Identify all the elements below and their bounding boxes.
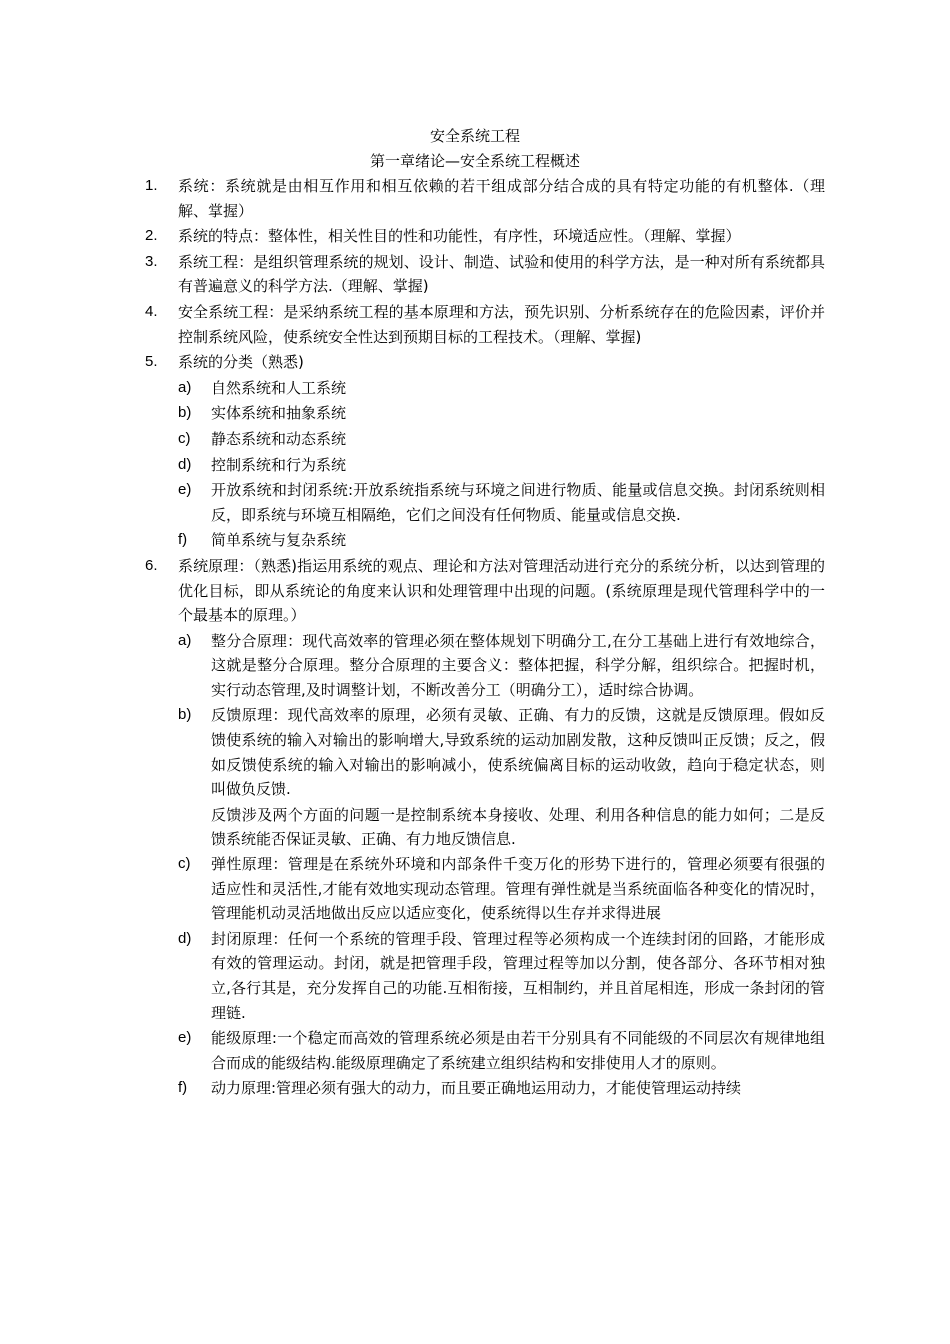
sub-item-text: 封闭原理：任何一个系统的管理手段、管理过程等必须构成一个连续封闭的回路，才能形成有效的管理运动。封闭，就是把管理手段，管理过程等加以分割，使各部分、各环节相对独立,各行其是，充分发挥自己的功能.互相衔接，互相制约，并且首尾相连，形成一条封闭的管理链. [211,929,825,1022]
sub-item-text: 自然系统和人工系统 [211,378,347,397]
chapter-title: 第一章绪论—安全系统工程概述 [369,152,580,170]
principle-item [145,1076,825,1101]
principle-item [145,927,825,1025]
sub-item-text: 弹性原理：管理是在系统外环境和内部条件千变万化的形势下进行的，管理必须要有很强的适应性和灵活性,才能有效地实现动态管理。管理有弹性就是当系统面临各种变化的情况时，管理能机动灵活地做出反应以适应变化，使系统得以生存并求得进展 [211,855,825,923]
list-item [145,554,825,628]
item-text: 系统的分类（熟悉) [178,353,304,372]
item-number: 6. [145,556,158,574]
sub-item-text: 实体系统和抽象系统 [211,404,347,423]
sub-list-item [145,453,825,478]
sub-item-text: 反馈原理：现代高效率的原理，必须有灵敏、正确、有力的反馈，这就是反馈原理。假如反馈使系统的输入对输出的影响增大,导致系统的运动加剧发散，这种反馈叫正反馈；反之，假如反馈使系统的输入对输出的影响减小，使系统偏离目标的运动收敛，趋向于稳定状态，则叫做负反馈. [211,706,825,799]
item-text: 系统工程：是组织管理系统的规划、设计、制造、试验和使用的科学方法，是一种对所有系统都具有普遍意义的科学方法.（理解、掌握) [178,252,825,296]
principle-item [145,629,825,703]
sub-list-item [145,427,825,452]
sub-item-text: 开放系统和封闭系统:开放系统指系统与环境之间进行物质、能量或信息交换。封闭系统则相反，即系统与环境互相隔绝，它们之间没有任何物质、能量或信息交换. [211,481,825,524]
sub-item-text: 能级原理:一个稳定而高效的管理系统必须是由若干分别具有不同能级的不同层次有规律地组合而成的能级结构.能级原理确定了系统建立组织结构和安排使用人才的原则。 [211,1029,825,1072]
sub-list-item [145,478,825,527]
sub-list-item [145,376,825,401]
item-number: 4. [145,302,158,320]
sub-list-item [145,528,825,553]
item-number: 2. [145,227,158,245]
sub-item-text: 整分合原理：现代高效率的管理必须在整体规划下明确分工,在分工基础上进行有效地综合，这就是整分合原理。整分合原理的主要含义：整体把握，科学分解，组织综合。把握时机，实行动态管理,及时调整计划，不断改善分工（明确分工），适时综合协调。 [211,631,825,699]
sub-item-letter: d) [178,929,192,947]
sub-item-letter: c) [178,429,191,447]
principle-item [145,703,825,801]
feedback-note [145,803,825,852]
sub-list-item [145,401,825,426]
sub-item-letter: f) [178,531,188,549]
sub-item-letter: f) [178,1079,188,1097]
sub-item-text: 控制系统和行为系统 [211,455,347,474]
list-item [145,350,825,375]
sub-item-letter: e) [178,481,192,499]
sub-item-letter: b) [178,404,192,422]
list-item [145,224,825,249]
sub-item-text: 静态系统和动态系统 [211,429,347,448]
list-item [145,174,825,223]
sub-item-letter: e) [178,1029,192,1047]
document-title: 安全系统工程 [429,127,520,145]
sub-item-text: 动力原理:管理必须有强大的动力，而且要正确地运用动力，才能使管理运动持续 [211,1079,742,1098]
sub-item-letter: d) [178,455,192,473]
list-item [145,300,825,349]
item-text: 安全系统工程：是采纳系统工程的基本原理和方法，预先识别、分析系统存在的危险因素，评价并控制系统风险，使系统安全性达到预期目标的工程技术。（理解、掌握) [178,302,825,346]
sub-item-letter: b) [178,706,192,724]
principle-item [145,852,825,926]
sub-item-letter: a) [178,631,192,649]
item-text: 系统的特点：整体性，相关性目的性和功能性，有序性，环境适应性。（理解、掌握） [178,227,741,246]
item-number: 1. [145,177,158,194]
item-text: 系统原理：（熟悉)指运用系统的观点、理论和方法对管理活动进行充分的系统分析，以达到管理的优化目标，即从系统论的角度来认识和处理管理中出现的问题。(系统原理是现代管理科学中的一个最基本的原理。） [178,556,825,625]
principle-item [145,1026,825,1075]
list-item [145,250,825,299]
item-number: 5. [145,353,158,371]
sub-item-letter: a) [178,378,192,396]
numbered-list [145,174,825,1102]
item-number: 3. [145,252,158,270]
sub-item-letter: c) [178,855,191,873]
sub-item-text: 简单系统与复杂系统 [211,531,347,550]
paragraph-text: 反馈涉及两个方面的问题一是控制系统本身接收、处理、利用各种信息的能力如何；二是反馈系统能否保证灵敏、正确、有力地反馈信息. [211,805,825,849]
item-text: 系统：系统就是由相互作用和相互依赖的若干组成部分结合成的具有特定功能的有机整体.（理解、掌握） [178,177,825,220]
